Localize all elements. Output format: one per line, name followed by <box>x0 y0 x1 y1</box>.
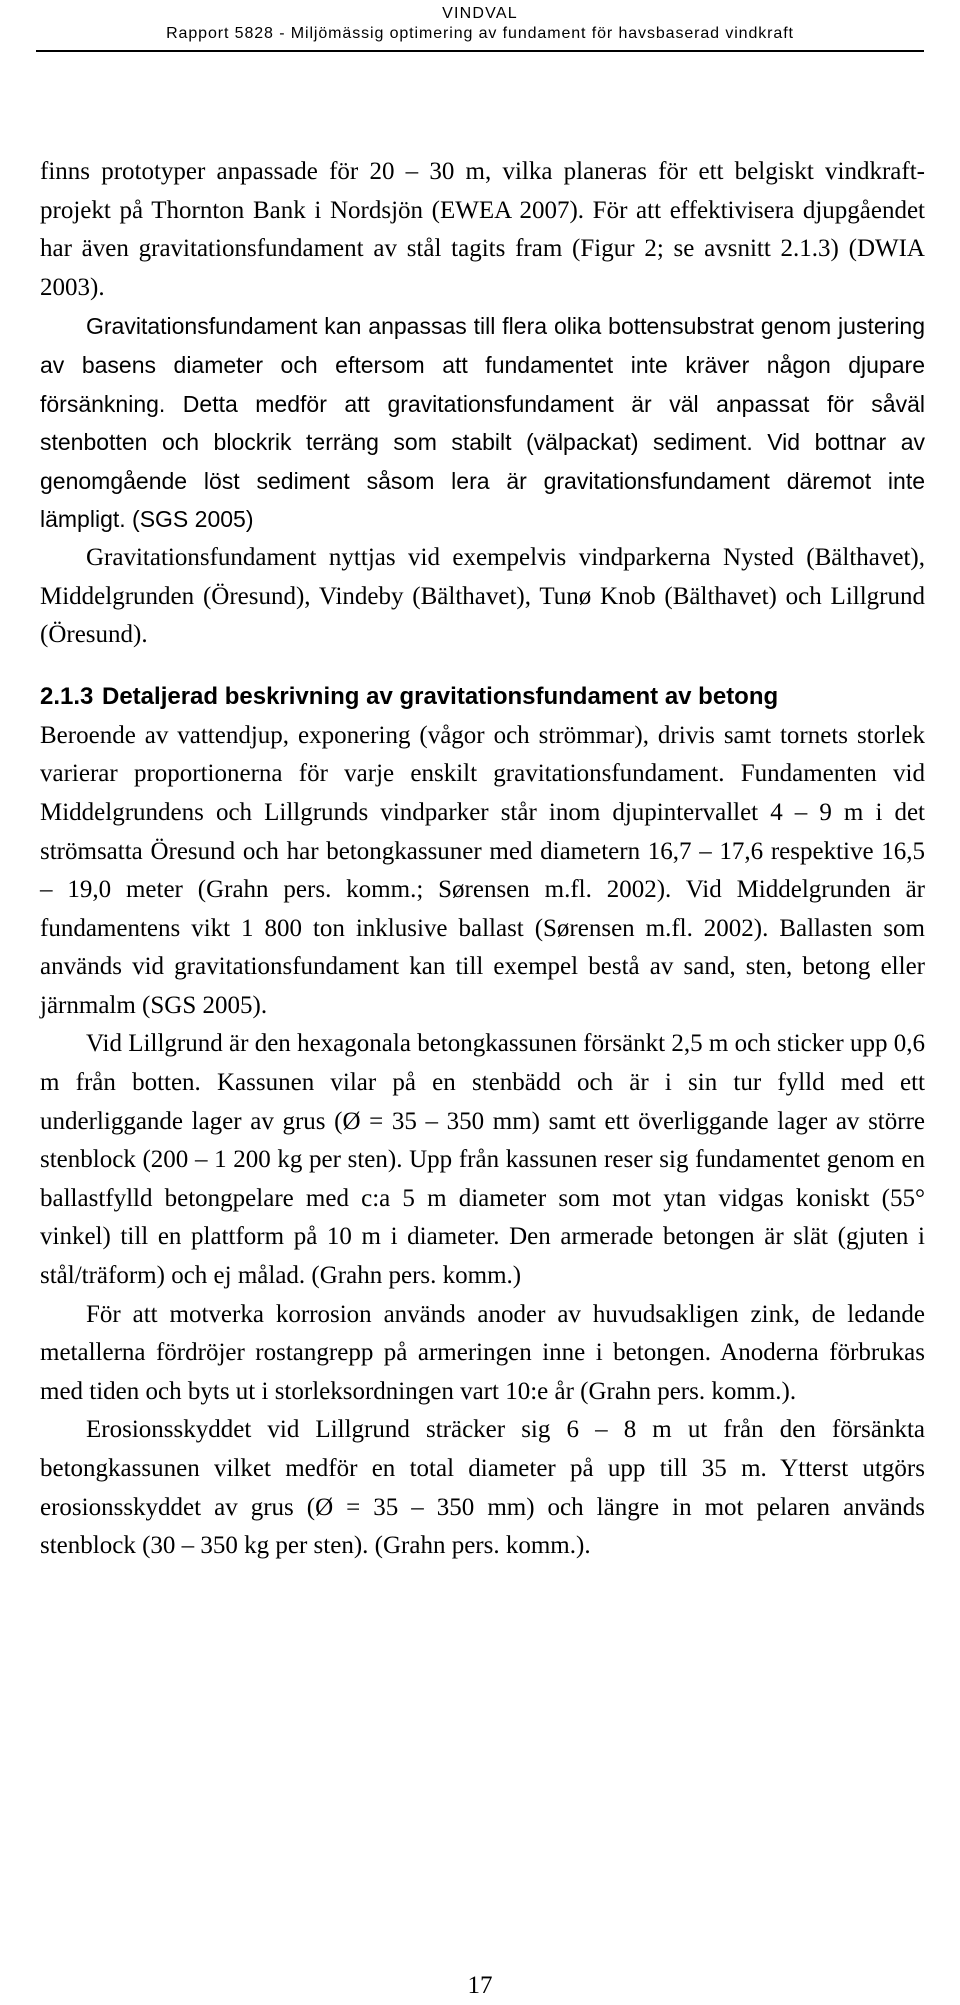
running-header <box>0 4 960 44</box>
paragraph-proportions: Beroende av vattendjup, exponering (vågor och strömmar), drivis samt tornets storlek varierar proportionerna för varje enskilt gravitationsfundament. Fundamenten vid Middelgrundens och Lillgrunds vindparker står inom djupintervallet 4 – 9 m i det strömsatta Öresund och har betongkassuner med diametern 16,7 – 17,6 respektive 16,5 – 19,0 meter (Grahn pers. komm.; Sørensen m.fl. 2002). Vid Middelgrunden är fundamentens vikt 1 800 ton inklusive ballast (Sørensen m.fl. 2002). Ballasten som används vid gravitationsfundament kan till exempel bestå av sand, sten, betong eller järnmalm (SGS 2005). <box>40 721 925 1019</box>
paragraph-corrosion: För att motverka korrosion används anoder av huvudsakligen zink, de ledande metallerna fördröjer rostangrepp på armeringen inne i betongen. Anoderna förbrukas med tiden och byts ut i storleksordningen vart 10:e år (Grahn pers. komm.). <box>40 1300 925 1405</box>
header-series: VINDVAL <box>442 5 518 22</box>
page-number: 17 <box>467 1972 493 1999</box>
section-number: 2.1.3 <box>40 682 94 710</box>
paragraph-thornton-bank: finns prototyper anpassade för 20 – 30 m, vilka planeras för ett belgiskt vindkraft-projekt på Thornton Bank i Nordsjön (EWEA 2007). För att effektivisera djupgåendet har även gravitationsfundament av stål tagits fram (Figur 2; se avsnitt 2.1.3) (DWIA 2003). <box>40 158 925 301</box>
paragraph-erosion-protection: Erosionsskyddet vid Lillgrund sträcker sig 6 – 8 m ut från den försänkta betongkassunen vilket medför en total diameter på upp till 35 m. Ytterst utgörs erosionsskyddet av grus (Ø = 35 – 350 mm) och längre in mot pelaren används stenblock (30 – 350 kg per sten). (Grahn pers. komm.). <box>40 1416 925 1560</box>
section-heading <box>40 677 925 717</box>
page-body <box>40 153 925 1566</box>
section-title: Detaljerad beskrivning av gravitationsfundament av betong <box>102 682 779 710</box>
section-gap <box>40 655 925 677</box>
paragraph-lillgrund-caisson: Vid Lillgrund är den hexagonala betongkassunen försänkt 2,5 m och sticker upp 0,6 m från botten. Kassunen vilar på en stenbädd och är i sin tur fylld med ett underliggande lager av grus (Ø = 35 – 350 mm) samt ett överliggande lager av större stenblock (200 – 1 200 kg per sten). Upp från kassunen reser sig fundamentet genom en ballastfylld betongpelare med c:a 5 m diameter som mot ytan vidgas koniskt (55° vinkel) till en plattform på 10 m i diameter. Den armerade betongen är slät (gjuten i stål/träform) och ej målad. (Grahn pers. komm.) <box>40 1030 925 1290</box>
paragraph-wind-farms: Gravitationsfundament nyttjas vid exempelvis vindparkerna Nysted (Bälthavet), Middelgrunden (Öresund), Vindeby (Bälthavet), Tunø Knob (Bälthavet) och Lillgrund (Öresund). <box>40 543 925 649</box>
header-rule <box>36 50 924 52</box>
header-report-title: Rapport 5828 - Miljömässig optimering av fundament för havsbaserad vindkraft <box>166 25 794 42</box>
paragraph-bottom-substrate: Gravitationsfundament kan anpassas till flera olika bottensubstrat genom justering av basens diameter och eftersom att fundamentet inte kräver någon djupare försänkning. Detta medför att gravitationsfundament är väl anpassat för såväl stenbotten och blockrik terräng som stabilt (välpackat) sediment. Vid bottnar av genomgående löst sediment såsom lera är gravitationsfundament däremot inte lämpligt. (SGS 2005) <box>40 313 925 533</box>
